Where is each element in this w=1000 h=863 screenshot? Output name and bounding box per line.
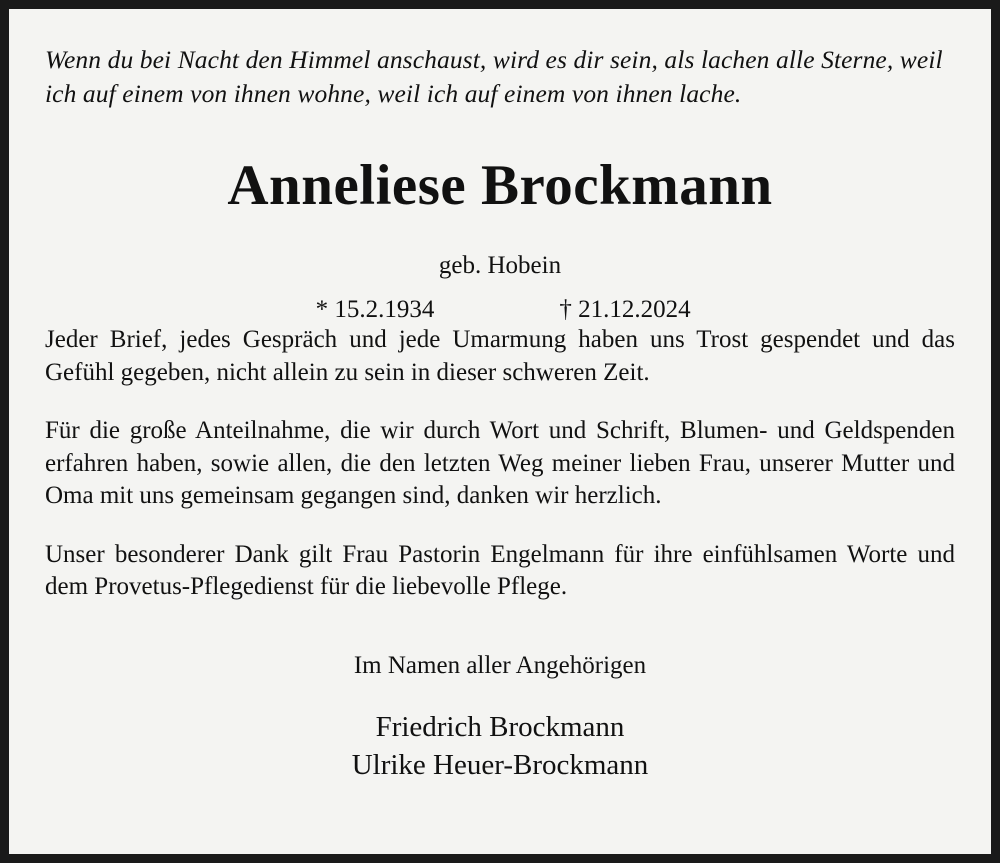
deceased-name: Anneliese Brockmann xyxy=(227,153,773,217)
thanks-paragraph-1: Jeder Brief, jedes Gespräch und jede Umarmung haben uns Trost gespendet und das Gefühl gegeben, nicht allein zu sein in dieser schweren Zeit. xyxy=(45,326,955,386)
family-name-1: Friedrich Brockmann xyxy=(375,710,625,743)
thanks-paragraph-3: Unser besonderer Dank gilt Frau Pastorin Engelmann für ihre einfühlsamen Worte und dem Provetus-Pflegedienst für die liebevolle Pflege. xyxy=(45,540,955,600)
memorial-quote: Wenn du bei Nacht den Himmel anschaust, wird es dir sein, als lachen alle Sterne, weil ich auf einem von ihnen wohne, weil ich auf einem von ihnen lache. xyxy=(45,45,943,108)
thanks-paragraph-2: Für die große Anteilnahme, die wir durch Wort und Schrift, Blumen- und Geldspenden erfahren haben, sowie allen, die den letzten Weg meiner lieben Frau, unserer Mutter und Oma mit uns gemeinsam gegangen sind, danken wir herzlich. xyxy=(45,417,955,509)
obituary-inner-frame xyxy=(9,9,991,854)
life-dates xyxy=(45,296,955,324)
family-names xyxy=(45,708,955,785)
birth-date: * 15.2.1934 xyxy=(315,296,435,323)
obituary-body xyxy=(45,324,955,604)
closing-line: Im Namen aller Angehörigen xyxy=(353,651,647,679)
family-name-2: Ulrike Heuer-Brockmann xyxy=(351,748,649,781)
death-date: † 21.12.2024 xyxy=(559,296,691,323)
maiden-name: geb. Hobein xyxy=(438,252,562,279)
